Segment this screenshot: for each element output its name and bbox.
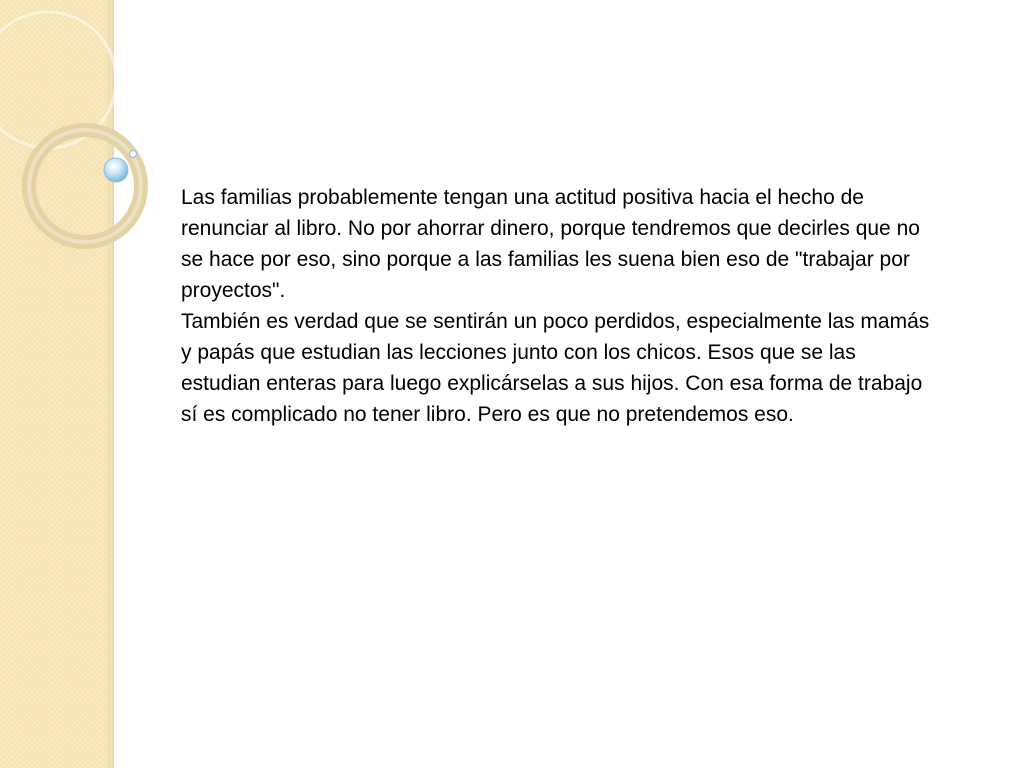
decorative-rings — [0, 0, 180, 330]
paragraph: Las familias probablemente tengan una actitud positiva hacia el hecho de renunciar al libro. No por ahorrar dinero, porque tendremos que decirles que no se hace por eso, sino porque a las familias les suena bien eso de "trabajar por proyectos". — [181, 186, 920, 302]
paragraph: También es verdad que se sentirán un poco perdidos, especialmente las mamás y papás que estudian las lecciones junto con los chicos. Esos que se las estudian enteras para luego explicárselas a sus hijos. Con esa forma de trabajo sí es complicado no tener libro. Pero es que no pretendemos eso. — [181, 310, 930, 426]
slide-body-text — [181, 182, 931, 430]
blue-bubble-shape — [104, 158, 128, 182]
small-circle-shape — [130, 151, 137, 158]
thick-ring-highlight — [29, 130, 141, 242]
